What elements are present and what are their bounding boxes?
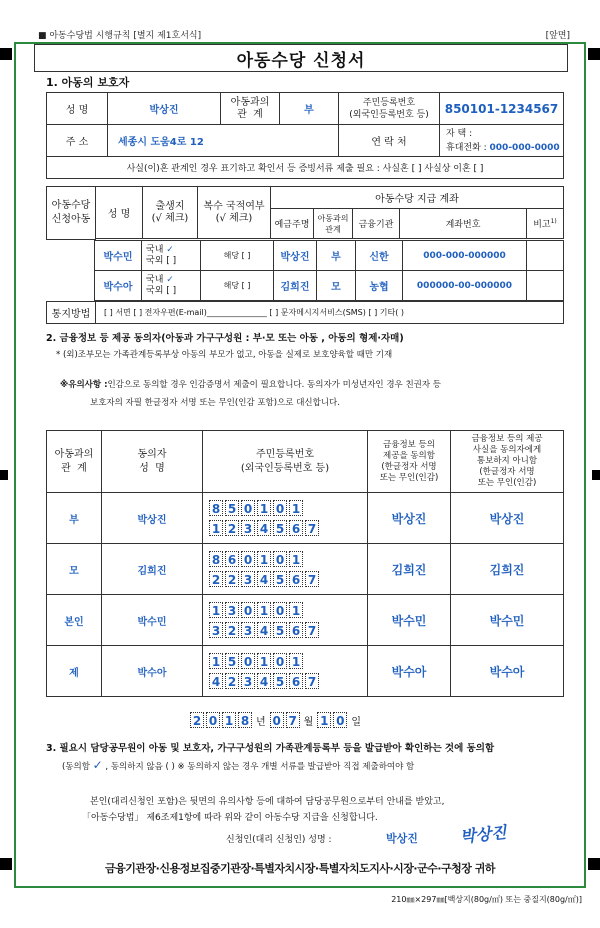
digit-box: 8: [238, 712, 252, 728]
consent-relation: 부: [47, 493, 102, 544]
account-header: 아동수당 지급 계좌: [271, 187, 564, 209]
digit-box: 1: [209, 653, 223, 669]
notice-options[interactable]: [ ] 서면 [ ] 전자우편(E-mail)_______________ [ ] 문자메시지서비스(SMS) [ ] 기타( ): [96, 302, 564, 324]
consent-signature: 박수아: [391, 664, 427, 679]
guardian-rrn[interactable]: 850101-1234567: [440, 93, 564, 125]
relation-label: 아동과의 관 계: [221, 93, 280, 125]
date-day[interactable]: [317, 712, 349, 728]
bank-header: 금융기관: [353, 209, 400, 239]
consent-sign-cell[interactable]: [368, 595, 451, 646]
date-month[interactable]: [270, 712, 302, 728]
digit-box: 1: [209, 602, 223, 618]
nationality-check[interactable]: 해당 [ ]: [201, 241, 274, 271]
guardian-relation[interactable]: 부: [280, 93, 339, 125]
caution-line2: 보호자의 자필 한글정자 서명 또는 무인(인감 포함)으로 대신합니다.: [90, 398, 340, 408]
consent-sign-cell[interactable]: [368, 646, 451, 697]
digit-box: 1: [289, 602, 303, 618]
nonotify-sign-cell[interactable]: [451, 544, 564, 595]
bank-name[interactable]: 신한: [356, 241, 403, 271]
col-rrn-header: 주민등록번호 (외국인등록번호 등): [203, 431, 368, 493]
check-icon: ✓: [92, 758, 103, 772]
digit-box: 6: [289, 622, 303, 638]
consent-name[interactable]: 박수민: [102, 595, 203, 646]
rrn-front: [209, 500, 367, 516]
digit-box: 8: [209, 500, 223, 516]
rrn-front: [209, 602, 367, 618]
registration-mark-mr: [592, 470, 600, 480]
nationality-header: 복수 국적여부 (√ 체크): [198, 187, 271, 239]
section1-heading: 1. 아동의 보호자: [46, 76, 130, 89]
digit-box: 0: [273, 653, 287, 669]
digit-box: 0: [270, 712, 284, 728]
consent-relation: 제: [47, 646, 102, 697]
digit-box: 2: [225, 571, 239, 587]
note-cell[interactable]: [527, 241, 564, 271]
foreign-label: 국외: [146, 285, 164, 296]
title-box: [34, 44, 568, 72]
digit-box: 1: [209, 520, 223, 536]
digit-box: 7: [305, 673, 319, 689]
digit-box: 1: [257, 500, 271, 516]
rrn-back: [209, 622, 367, 638]
rrn-back: [209, 520, 367, 536]
statement-line1: 본인(대리신청인 포함)은 뒷면의 유의사항 등에 대하여 담당공무원으로부터 안내를 받았고,: [90, 797, 445, 807]
birth-check-cell: [142, 241, 201, 271]
digit-box: 6: [225, 551, 239, 567]
consent-row: [47, 493, 564, 544]
account-number[interactable]: 000000-00-000000: [403, 271, 527, 301]
consent-relation: 모: [47, 544, 102, 595]
birth-header: 출생지 (√ 체크): [143, 187, 198, 239]
rrn-front: [209, 653, 367, 669]
section3-consent[interactable]: [62, 758, 414, 772]
digit-box: 5: [273, 520, 287, 536]
domestic-row[interactable]: [146, 245, 200, 256]
account-relation[interactable]: 부: [317, 241, 356, 271]
col-nonotify-header: 금융정보 등의 제공 사실을 동의자에게 통보하지 아니함 (한글정자 서명 또는 무인(인감): [451, 431, 564, 493]
check-icon: ✓: [166, 274, 174, 285]
contact-cell: [440, 125, 564, 157]
applicant-row-label: 아동수당 신청아동: [47, 187, 96, 240]
note-cell[interactable]: [527, 271, 564, 301]
nonotify-signature: 박수아: [489, 664, 525, 679]
digit-box: 4: [257, 520, 271, 536]
child-row: [95, 271, 564, 301]
consent-name[interactable]: 김희진: [102, 544, 203, 595]
nonotify-signature: 박상진: [489, 511, 525, 526]
digit-box: 5: [225, 653, 239, 669]
consent-name[interactable]: 박상진: [102, 493, 203, 544]
notice-label: 통지방법: [47, 302, 96, 324]
nationality-check[interactable]: 해당 [ ]: [201, 271, 274, 301]
note-header-label: 비고: [533, 220, 551, 230]
digit-box: 0: [273, 500, 287, 516]
rrn-label: 주민등록번호 (외국인등록번호 등): [339, 93, 440, 125]
digit-box: 5: [273, 571, 287, 587]
acc-relation-header: 아동과의 관계: [314, 209, 353, 239]
digit-box: 4: [257, 571, 271, 587]
digit-box: 2: [225, 673, 239, 689]
digit-box: 3: [241, 520, 255, 536]
digit-box: 6: [289, 571, 303, 587]
nonotify-sign-cell[interactable]: [451, 493, 564, 544]
statement-line2: 「아동수당법」 제6조제1항에 따라 위와 같이 아동수당 지급을 신청합니다.: [82, 813, 378, 823]
law-label: ■ 아동수당법 시행규칙 [별지 제1호서식]: [38, 31, 202, 41]
children-table: [94, 240, 564, 301]
rrn-back: [209, 571, 367, 587]
domestic-label: 국내: [146, 274, 164, 285]
digit-box: 1: [289, 551, 303, 567]
birth-check-cell: [142, 271, 201, 301]
side-label: [앞면]: [545, 31, 570, 41]
nonotify-sign-cell[interactable]: [451, 646, 564, 697]
holder-header: 예금주명: [271, 209, 314, 239]
consent-rrn[interactable]: [203, 646, 368, 697]
home-phone-label: 자 택 :: [446, 128, 473, 139]
mobile-phone-value[interactable]: 000-000-0000: [489, 142, 560, 153]
digit-box: 0: [333, 712, 347, 728]
rrn-front: [209, 551, 367, 567]
consent-row: [47, 646, 564, 697]
guardian-address[interactable]: 세종시 도움4로 12: [108, 125, 339, 157]
consent-no-label: , 동의하지 않음 ( ) ※ 동의하지 않는 경우 개별 서류를 발급받아 직접 제출하여야 함: [105, 762, 415, 772]
digit-box: 1: [257, 602, 271, 618]
digit-box: 7: [286, 712, 300, 728]
date-year[interactable]: [190, 712, 254, 728]
digit-box: 0: [273, 602, 287, 618]
registration-mark-tr: [588, 48, 600, 60]
digit-box: 1: [257, 653, 271, 669]
consent-relation: 본인: [47, 595, 102, 646]
digit-box: 4: [209, 673, 223, 689]
digit-box: 0: [241, 653, 255, 669]
consent-row: [47, 544, 564, 595]
consent-rrn[interactable]: [203, 544, 368, 595]
domestic-label: 국내: [146, 244, 164, 255]
digit-box: 2: [225, 520, 239, 536]
child-name[interactable]: 박수민: [95, 241, 142, 271]
account-holder[interactable]: 김희진: [274, 271, 317, 301]
bank-name[interactable]: 농협: [356, 271, 403, 301]
digit-box: 4: [257, 622, 271, 638]
applicant-label: 신청인(대리 신청인) 성명 :: [226, 835, 332, 845]
digit-box: 4: [257, 673, 271, 689]
digit-box: 5: [225, 500, 239, 516]
digit-box: 0: [241, 551, 255, 567]
child-name-header: 성 명: [96, 187, 143, 239]
foreign-label: 국외: [146, 255, 164, 266]
nonotify-signature: 김희진: [489, 562, 525, 577]
applicant-name[interactable]: 박상진: [386, 832, 418, 845]
caution-line1: [60, 378, 441, 390]
guardian-table: [46, 92, 564, 179]
digit-box: 2: [190, 712, 204, 728]
consent-signature: 박수민: [391, 613, 427, 628]
digit-box: 5: [273, 673, 287, 689]
registration-mark-br: [588, 858, 600, 870]
form-title: 아동수당 신청서: [236, 50, 366, 71]
consent-signature: 김희진: [391, 562, 427, 577]
digit-box: 1: [289, 500, 303, 516]
digit-box: 1: [222, 712, 236, 728]
nonotify-signature: 박수민: [489, 613, 525, 628]
consent-yes-label: (동의함: [62, 762, 90, 772]
paper-spec: 210㎜×297㎜[백상지(80g/㎡) 또는 중질지(80g/㎡)]: [391, 895, 582, 904]
digit-box: 1: [257, 551, 271, 567]
registration-mark-ml: [0, 470, 8, 480]
month-suffix: 월: [303, 716, 314, 728]
foreign-row[interactable]: 국외 [ ]: [146, 255, 177, 266]
digit-box: 3: [209, 622, 223, 638]
registration-mark-bl: [0, 858, 12, 870]
applicant-signature[interactable]: 박상진: [459, 822, 508, 847]
mobile-phone-label: 휴대전화 :: [446, 142, 490, 153]
name-label: 성 명: [47, 93, 108, 125]
marriage-status-line[interactable]: 사실(이)혼 관계인 경우 표기하고 확인서 등 증빙서류 제출 필요 : 사실혼 [ ] 사실상 이혼 [ ]: [47, 157, 564, 179]
account-relation[interactable]: 모: [317, 271, 356, 301]
digit-box: 0: [206, 712, 220, 728]
digit-box: 0: [241, 500, 255, 516]
digit-box: 1: [289, 653, 303, 669]
digit-box: 3: [225, 602, 239, 618]
footer-recipients: 금융기관장·신용정보집중기관장·특별자치시장·특별자치도지사·시장·군수·구청장 귀하: [105, 862, 495, 875]
digit-box: 8: [209, 551, 223, 567]
section3-heading: 3. 필요시 담당공무원이 아동 및 보호자, 가구구성원의 가족관계등록부 등을 발급받아 확인하는 것에 동의함: [46, 743, 495, 754]
guardian-name[interactable]: 박상진: [108, 93, 221, 125]
account-no-header: 계좌번호: [400, 209, 527, 239]
year-suffix: 년: [256, 716, 266, 728]
consent-table: [46, 430, 564, 697]
digit-box: 5: [273, 622, 287, 638]
digit-box: 6: [289, 520, 303, 536]
section2-heading: 2. 금융정보 등 제공 동의자(아동과 가구구성원 : 부·모 또는 아동 , 아동의 형제·자매): [46, 333, 404, 344]
col-consent-header: 금융정보 등의 제공을 동의함 (한글정자 서명 또는 무인(인감): [368, 431, 451, 493]
day-suffix: 일: [351, 716, 362, 728]
applicant-table: [46, 186, 564, 240]
caution-body: 인감으로 동의할 경우 인감증명서 제출이 필요합니다. 동의자가 미성년자인 경우 친권자 등: [107, 380, 442, 390]
caution-title: ※유의사항 :: [60, 380, 108, 390]
digit-box: 1: [317, 712, 331, 728]
consent-sign-cell[interactable]: [368, 544, 451, 595]
check-icon: ✓: [166, 244, 174, 255]
address-label: 주 소: [47, 125, 108, 157]
digit-box: 3: [241, 622, 255, 638]
consent-rrn[interactable]: [203, 595, 368, 646]
digit-box: 3: [241, 571, 255, 587]
account-holder[interactable]: 박상진: [274, 241, 317, 271]
date-row: [190, 712, 361, 728]
digit-box: 0: [241, 602, 255, 618]
account-number[interactable]: 000-000-000000: [403, 241, 527, 271]
note-header: 비고$^{1)}$: [527, 209, 564, 239]
notice-table: [46, 301, 564, 324]
mobile-phone-row: [446, 141, 563, 155]
registration-mark-tl: [0, 48, 12, 60]
digit-box: 7: [305, 571, 319, 587]
digit-box: 7: [305, 622, 319, 638]
digit-box: 7: [305, 520, 319, 536]
consent-name[interactable]: 박수아: [102, 646, 203, 697]
contact-label: 연 락 처: [339, 125, 440, 157]
digit-box: 6: [289, 673, 303, 689]
col-relation-header: 아동과의 관 계: [47, 431, 102, 493]
digit-box: 3: [241, 673, 255, 689]
domestic-row[interactable]: [146, 275, 200, 286]
digit-box: 0: [273, 551, 287, 567]
digit-box: 2: [209, 571, 223, 587]
digit-box: 2: [225, 622, 239, 638]
consent-row: [47, 595, 564, 646]
rrn-back: [209, 673, 367, 689]
consent-sign-cell[interactable]: [368, 493, 451, 544]
child-name[interactable]: 박수아: [95, 271, 142, 301]
col-consenter-header: 동의자 성 명: [102, 431, 203, 493]
consent-signature: 박상진: [391, 511, 427, 526]
consent-rrn[interactable]: [203, 493, 368, 544]
nonotify-sign-cell[interactable]: [451, 595, 564, 646]
child-row: [95, 241, 564, 271]
grandparent-note: * (외)조부모는 가족관계등록부상 아동의 부모가 없고, 아동을 실제로 보호양육할 때만 기재: [56, 350, 393, 360]
foreign-row[interactable]: 국외 [ ]: [146, 285, 177, 296]
